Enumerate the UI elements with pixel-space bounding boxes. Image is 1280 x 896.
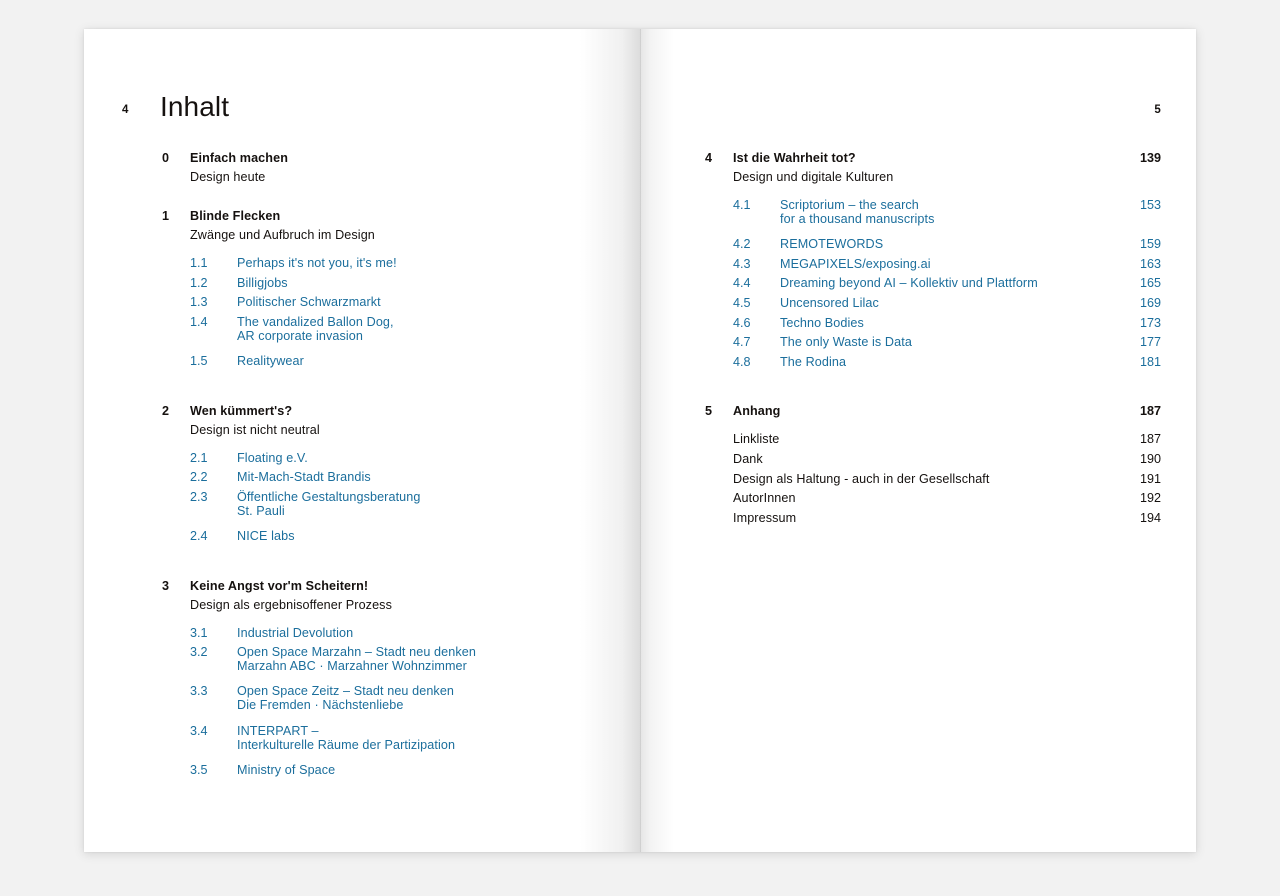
section-number: 3.4 — [190, 723, 208, 738]
section-list — [162, 451, 640, 549]
section-list-spacer — [705, 374, 1196, 384]
section-page-number: 173 — [1139, 315, 1161, 330]
section-number: 2.4 — [190, 528, 208, 543]
section-number: 3.5 — [190, 762, 208, 777]
section-number: 2.1 — [190, 450, 208, 465]
chapter-title-row[interactable] — [705, 151, 1196, 170]
chapter-subtitle: Zwänge und Aufbruch im Design — [190, 228, 375, 242]
section-title[interactable] — [237, 276, 288, 290]
section-entry[interactable] — [705, 237, 1196, 257]
section-title-line1: Dreaming beyond AI – Kollektiv und Plattform — [780, 276, 1038, 291]
section-title[interactable] — [237, 315, 394, 343]
section-title-line2: for a thousand manuscripts — [780, 212, 935, 226]
section-list — [162, 626, 640, 783]
section-number: 3.2 — [190, 645, 208, 660]
section-title-line2: Marzahn ABC · Marzahner Wohnzimmer — [237, 659, 467, 674]
section-title[interactable] — [237, 626, 353, 640]
chapter-spacer — [705, 384, 1196, 404]
section-title[interactable] — [237, 295, 381, 309]
chapter-subtitle-row — [162, 598, 640, 617]
appendix-entry[interactable] — [705, 491, 1196, 511]
section-number: 3.3 — [190, 684, 208, 699]
appendix-entry[interactable] — [705, 472, 1196, 492]
section-number: 4.6 — [733, 315, 751, 330]
section-entry[interactable] — [705, 355, 1196, 375]
chapter-entry[interactable] — [162, 151, 640, 189]
section-entry[interactable] — [162, 626, 640, 646]
chapter-title[interactable]: Wen kümmert's? — [190, 403, 293, 418]
section-entry[interactable] — [162, 645, 640, 684]
section-number: 1.3 — [190, 295, 208, 310]
section-page-number: 169 — [1139, 295, 1161, 310]
chapter-entry[interactable] — [705, 404, 1196, 423]
section-title-line1: REMOTEWORDS — [780, 237, 884, 252]
appendix-entry-title[interactable]: Linkliste — [733, 432, 780, 447]
chapter-title-row[interactable] — [162, 209, 640, 228]
section-title[interactable] — [237, 724, 455, 752]
section-page-number: 153 — [1139, 198, 1161, 212]
chapter-title[interactable]: Anhang — [733, 404, 781, 419]
section-title[interactable] — [237, 470, 371, 484]
chapter-subtitle-row — [705, 170, 1196, 189]
section-number: 1.4 — [190, 314, 208, 329]
section-entry[interactable] — [705, 316, 1196, 336]
section-list-spacer — [162, 782, 640, 792]
book-spread — [84, 29, 1196, 852]
appendix-entry[interactable] — [705, 452, 1196, 472]
section-title-line2: Die Fremden · Nächstenliebe — [237, 698, 404, 713]
section-list — [162, 256, 640, 374]
section-title[interactable] — [780, 198, 935, 226]
section-title[interactable] — [237, 684, 454, 712]
section-title[interactable] — [780, 316, 864, 330]
appendix-entry-page-number: 194 — [1139, 510, 1161, 525]
section-list-spacer — [162, 549, 640, 559]
chapter-number: 3 — [162, 578, 170, 593]
section-title[interactable] — [780, 276, 1038, 290]
chapter-page-number: 187 — [1139, 404, 1161, 419]
section-title[interactable] — [237, 529, 295, 543]
chapter-title[interactable]: Einfach machen — [190, 151, 288, 165]
chapter-subtitle: Design und digitale Kulturen — [733, 170, 894, 184]
appendix-entry-page-number: 191 — [1139, 471, 1161, 486]
section-title[interactable] — [780, 355, 846, 369]
section-title-line1: Ministry of Space — [237, 762, 336, 777]
section-title[interactable] — [237, 763, 335, 777]
section-title-line1: MEGAPIXELS/exposing.ai — [780, 256, 931, 271]
section-title-line1: Realitywear — [237, 353, 304, 368]
section-entry[interactable] — [705, 198, 1196, 237]
section-entry[interactable] — [162, 490, 640, 529]
section-title-line1: Uncensored Lilac — [780, 295, 879, 310]
section-title-line2: Interkulturelle Räume der Partizipation — [237, 737, 456, 752]
appendix-entry-page-number: 190 — [1139, 451, 1161, 466]
chapter-title[interactable]: Blinde Flecken — [190, 209, 281, 223]
section-page-number: 181 — [1139, 354, 1161, 369]
chapter-spacer — [162, 384, 640, 404]
section-entry[interactable] — [162, 529, 640, 549]
section-title[interactable] — [237, 645, 476, 673]
section-title-line1: Floating e.V. — [237, 450, 308, 465]
section-page-number: 177 — [1139, 335, 1161, 350]
section-title-line1: The vandalized Ballon Dog, — [237, 314, 394, 329]
section-entry[interactable] — [162, 684, 640, 723]
section-number: 1.1 — [190, 256, 208, 270]
section-page-number: 159 — [1139, 237, 1161, 252]
section-title-line1: Scriptorium – the search — [780, 198, 919, 212]
folio-right: 5 — [1154, 104, 1161, 116]
chapter-entry[interactable] — [162, 579, 640, 793]
section-title[interactable] — [780, 237, 883, 251]
appendix-entry-page-number: 187 — [1139, 432, 1161, 447]
chapter-title-row[interactable] — [162, 404, 640, 423]
section-page-number: 165 — [1139, 276, 1161, 291]
chapter-subtitle: Design als ergebnisoffener Prozess — [190, 597, 392, 612]
section-number: 2.2 — [190, 470, 208, 485]
chapter-number: 0 — [162, 151, 170, 165]
section-number: 3.1 — [190, 625, 208, 640]
section-title-line1: Öffentliche Gestaltungsberatung — [237, 489, 421, 504]
section-entry[interactable] — [162, 295, 640, 315]
chapter-title[interactable]: Ist die Wahrheit tot? — [733, 151, 856, 165]
section-number: 4.5 — [733, 295, 751, 310]
section-title[interactable] — [237, 490, 421, 518]
left-page — [84, 29, 640, 852]
section-title[interactable] — [780, 296, 879, 310]
chapter-spacer — [162, 559, 640, 579]
section-title-line1: Billigjobs — [237, 275, 288, 290]
section-entry[interactable] — [162, 354, 640, 374]
section-title[interactable] — [237, 354, 304, 368]
appendix-list — [705, 432, 1196, 530]
chapter-number: 4 — [705, 151, 713, 165]
chapter-title-row[interactable] — [705, 404, 1196, 423]
section-title-line1: Open Space Zeitz – Stadt neu denken — [237, 684, 455, 699]
section-title-line2: St. Pauli — [237, 503, 285, 518]
section-title-line1: Techno Bodies — [780, 315, 864, 330]
appendix-entry-title[interactable]: Impressum — [733, 510, 797, 525]
chapter-entry[interactable] — [162, 209, 640, 384]
section-page-number: 163 — [1139, 256, 1161, 271]
appendix-entry[interactable] — [705, 432, 1196, 452]
section-entry[interactable] — [162, 276, 640, 296]
section-entry[interactable] — [162, 451, 640, 471]
section-entry[interactable] — [705, 335, 1196, 355]
chapter-title-row[interactable] — [162, 151, 640, 170]
section-title[interactable] — [237, 451, 308, 465]
section-list-spacer — [162, 374, 640, 384]
section-number: 4.7 — [733, 335, 751, 350]
appendix-entry-title[interactable]: Design als Haltung - auch in der Gesellschaft — [733, 471, 990, 486]
section-title-line1: INTERPART – — [237, 723, 319, 738]
chapter-entry[interactable] — [705, 151, 1196, 384]
section-entry[interactable] — [162, 763, 640, 783]
section-number: 1.2 — [190, 275, 208, 290]
page-title: Inhalt — [160, 91, 230, 122]
section-number: 4.1 — [733, 198, 751, 212]
section-title-line2: AR corporate invasion — [237, 328, 364, 343]
section-entry[interactable] — [705, 276, 1196, 296]
section-title-line1: The only Waste is Data — [780, 335, 912, 350]
section-entry[interactable] — [162, 724, 640, 763]
appendix-entry[interactable] — [705, 511, 1196, 531]
section-title-line1: Mit-Mach-Stadt Brandis — [237, 470, 371, 485]
chapter-title-row[interactable] — [162, 579, 640, 598]
appendix-entry-title[interactable]: Dank — [733, 451, 763, 466]
chapter-subtitle: Design ist nicht neutral — [190, 422, 320, 437]
chapter-number: 1 — [162, 209, 170, 223]
chapter-subtitle-row — [162, 423, 640, 442]
left-page-content — [84, 151, 640, 792]
section-number: 4.2 — [733, 237, 751, 252]
section-title[interactable] — [237, 256, 397, 270]
section-entry[interactable] — [162, 470, 640, 490]
chapter-subtitle-row — [162, 228, 640, 247]
section-entry[interactable] — [162, 315, 640, 354]
appendix-entry-page-number: 192 — [1139, 491, 1161, 506]
section-number: 2.3 — [190, 489, 208, 504]
section-title[interactable] — [780, 257, 931, 271]
chapter-number: 2 — [162, 403, 170, 418]
section-entry[interactable] — [162, 256, 640, 276]
section-title-line1: The Rodina — [780, 354, 847, 369]
appendix-entry-title[interactable]: AutorInnen — [733, 491, 796, 506]
chapter-subtitle: Design heute — [190, 170, 266, 184]
chapter-spacer — [162, 189, 640, 209]
section-title[interactable] — [780, 335, 912, 349]
section-entry[interactable] — [705, 257, 1196, 277]
chapter-number: 5 — [705, 404, 713, 419]
chapter-page-number: 139 — [1139, 151, 1161, 165]
section-title-line1: Industrial Devolution — [237, 625, 354, 640]
section-number: 4.8 — [733, 354, 751, 369]
right-page — [640, 29, 1196, 852]
section-number: 1.5 — [190, 353, 208, 368]
section-number: 4.3 — [733, 256, 751, 271]
section-list — [705, 198, 1196, 374]
folio-left: 4 — [122, 104, 129, 116]
section-number: 4.4 — [733, 276, 751, 291]
section-title-line1: NICE labs — [237, 528, 295, 543]
section-title-line1: Open Space Marzahn – Stadt neu denken — [237, 645, 476, 660]
chapter-entry[interactable] — [162, 404, 640, 559]
right-page-content — [640, 151, 1196, 530]
section-title-line1: Perhaps it's not you, it's me! — [237, 256, 397, 270]
section-entry[interactable] — [705, 296, 1196, 316]
chapter-title[interactable]: Keine Angst vor'm Scheitern! — [190, 578, 369, 593]
section-title-line1: Politischer Schwarzmarkt — [237, 295, 381, 310]
chapter-subtitle-row — [162, 170, 640, 189]
